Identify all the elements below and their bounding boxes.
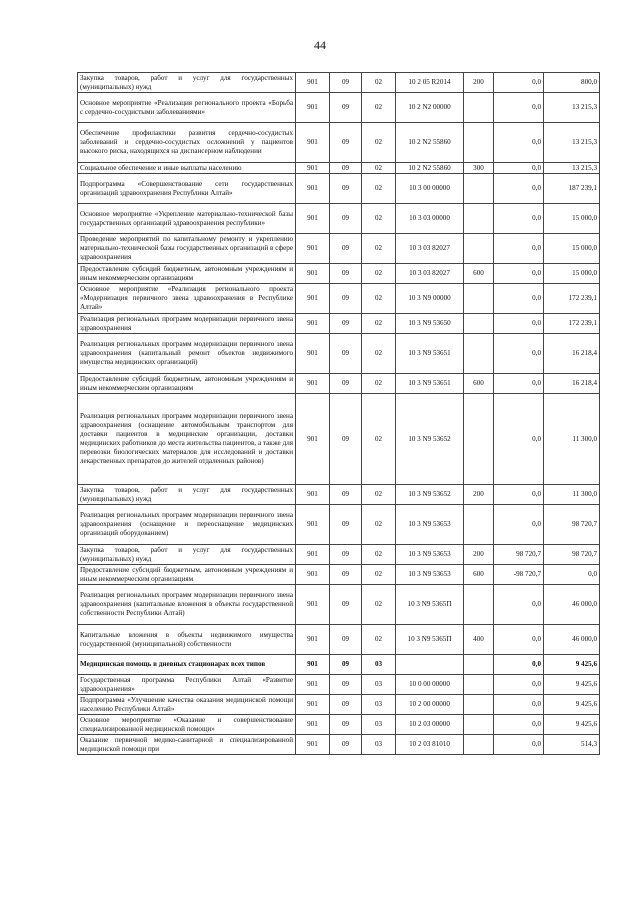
subsection-code-cell: 02 [362,163,396,174]
section-code-cell: 09 [330,264,362,284]
subsection-code-cell: 02 [362,93,396,123]
total-amount-cell: 13 215,3 [544,163,600,174]
ministry-code-cell: 901 [296,234,330,264]
expense-type-cell: 200 [464,545,494,565]
expense-name-cell: Основное мероприятие «Реализация регионального проекта «Борьба с сердечно-сосудистыми заболеваниями» [78,93,296,123]
section-code-cell: 09 [330,735,362,755]
subsection-code-cell: 03 [362,735,396,755]
target-article-cell [396,655,464,675]
ministry-code-cell: 901 [296,93,330,123]
target-article-cell: 10 2 03 81010 [396,735,464,755]
table-row [78,485,600,505]
total-amount-cell: 172 239,1 [544,314,600,334]
budget-table-body [78,73,600,755]
ministry-code-cell: 901 [296,565,330,585]
table-row [78,735,600,755]
ministry-code-cell: 901 [296,284,330,314]
ministry-code-cell: 901 [296,545,330,565]
expense-type-cell [464,314,494,334]
change-amount-cell: 0,0 [494,715,544,735]
total-amount-cell: 11 300,0 [544,394,600,485]
subsection-code-cell: 02 [362,334,396,374]
ministry-code-cell: 901 [296,163,330,174]
expense-name-cell: Медицинская помощь в дневных стационарах всех типов [78,655,296,675]
target-article-cell: 10 2 N2 55860 [396,123,464,163]
table-row [78,715,600,735]
target-article-cell: 10 2 N2 00000 [396,93,464,123]
subsection-code-cell: 02 [362,625,396,655]
expense-type-cell [464,394,494,485]
expense-name-cell: Предоставление субсидий бюджетным, автономным учреждениям и иным некоммерческим организациям [78,565,296,585]
ministry-code-cell: 901 [296,505,330,545]
ministry-code-cell: 901 [296,585,330,625]
table-row [78,565,600,585]
change-amount-cell: 0,0 [494,73,544,93]
subsection-code-cell: 02 [362,174,396,204]
expense-type-cell [464,123,494,163]
target-article-cell: 10 3 N9 53653 [396,545,464,565]
section-code-cell: 09 [330,625,362,655]
expense-type-cell [464,655,494,675]
expense-name-cell: Предоставление субсидий бюджетным, автономным учреждениям и иным некоммерческим организациям [78,264,296,284]
ministry-code-cell: 901 [296,735,330,755]
change-amount-cell: 0,0 [494,334,544,374]
subsection-code-cell: 02 [362,264,396,284]
expense-name-cell: Основное мероприятие «Реализация регионального проекта «Модернизация первичного звена здравоохранения в Республике Алтай» [78,284,296,314]
expense-type-cell: 300 [464,163,494,174]
target-article-cell: 10 2 05 R2014 [396,73,464,93]
change-amount-cell: 0,0 [494,735,544,755]
section-code-cell: 09 [330,284,362,314]
subsection-code-cell: 02 [362,123,396,163]
change-amount-cell: 0,0 [494,284,544,314]
subsection-code-cell: 02 [362,284,396,314]
target-article-cell: 10 3 03 82027 [396,264,464,284]
expense-name-cell: Проведение мероприятий по капитальному ремонту и укреплению материально-технической базы государственных организаций в сфере здравоохранения [78,234,296,264]
expense-type-cell [464,715,494,735]
page-number: 44 [314,38,326,52]
total-amount-cell: 16 218,4 [544,334,600,374]
total-amount-cell: 98 720,7 [544,545,600,565]
expense-type-cell [464,695,494,715]
subsection-code-cell: 02 [362,394,396,485]
table-row [78,394,600,485]
expense-name-cell: Реализация региональных программ модернизации первичного звена здравоохранения [78,314,296,334]
change-amount-cell: 0,0 [494,204,544,234]
subsection-code-cell: 02 [362,374,396,394]
table-row [78,545,600,565]
expense-name-cell: Подпрограмма «Совершенствование сети государственных организаций здравоохранения Республики Алтай» [78,174,296,204]
target-article-cell: 10 2 00 00000 [396,695,464,715]
ministry-code-cell: 901 [296,394,330,485]
expense-type-cell: 600 [464,264,494,284]
section-code-cell: 09 [330,334,362,374]
total-amount-cell: 13 215,3 [544,123,600,163]
target-article-cell: 10 3 N9 00000 [396,284,464,314]
table-row [78,625,600,655]
subsection-code-cell: 02 [362,505,396,545]
ministry-code-cell: 901 [296,625,330,655]
ministry-code-cell: 901 [296,314,330,334]
total-amount-cell: 15 000,0 [544,234,600,264]
change-amount-cell: 0,0 [494,695,544,715]
table-row [78,314,600,334]
total-amount-cell: 11 300,0 [544,485,600,505]
total-amount-cell: 13 215,3 [544,93,600,123]
expense-name-cell: Закупка товаров, работ и услуг для государственных (муниципальных) нужд [78,485,296,505]
section-code-cell: 09 [330,695,362,715]
ministry-code-cell: 901 [296,204,330,234]
ministry-code-cell: 901 [296,485,330,505]
expense-type-cell: 200 [464,485,494,505]
target-article-cell: 10 2 03 00000 [396,715,464,735]
ministry-code-cell: 901 [296,123,330,163]
subsection-code-cell: 02 [362,234,396,264]
target-article-cell: 10 3 N9 53651 [396,334,464,374]
section-code-cell: 09 [330,565,362,585]
section-code-cell: 09 [330,73,362,93]
expense-name-cell: Оказание первичной медико-санитарной и специализированной медицинской помощи при [78,735,296,755]
expense-type-cell [464,234,494,264]
table-row [78,234,600,264]
target-article-cell: 10 3 N9 5365П [396,625,464,655]
change-amount-cell: 0,0 [494,394,544,485]
total-amount-cell: 172 239,1 [544,284,600,314]
subsection-code-cell: 03 [362,675,396,695]
table-row [78,655,600,675]
change-amount-cell: 0,0 [494,585,544,625]
expense-name-cell: Социальное обеспечение и иные выплаты населению [78,163,296,174]
ministry-code-cell: 901 [296,174,330,204]
section-code-cell: 09 [330,174,362,204]
expense-type-cell: 200 [464,73,494,93]
expense-type-cell: 400 [464,625,494,655]
subsection-code-cell: 03 [362,655,396,675]
change-amount-cell: 0,0 [494,374,544,394]
ministry-code-cell: 901 [296,695,330,715]
expense-name-cell: Основное мероприятие «Оказание и совершенствование специализированной медицинской помощи» [78,715,296,735]
section-code-cell: 09 [330,585,362,625]
total-amount-cell: 9 425,6 [544,655,600,675]
expense-type-cell [464,334,494,374]
expense-name-cell: Реализация региональных программ модернизации первичного звена здравоохранения (оснащение и переоснащение медицинских организаций оборудованием) [78,505,296,545]
ministry-code-cell: 901 [296,374,330,394]
ministry-code-cell: 901 [296,715,330,735]
target-article-cell: 10 3 N9 53652 [396,485,464,505]
expense-type-cell: 600 [464,374,494,394]
change-amount-cell: 0,0 [494,485,544,505]
target-article-cell: 10 2 N2 55860 [396,163,464,174]
ministry-code-cell: 901 [296,334,330,374]
section-code-cell: 09 [330,485,362,505]
target-article-cell: 10 3 N9 53653 [396,565,464,585]
expense-name-cell: Закупка товаров, работ и услуг для государственных (муниципальных) нужд [78,73,296,93]
expense-type-cell: 600 [464,565,494,585]
expense-type-cell [464,174,494,204]
subsection-code-cell: 02 [362,73,396,93]
subsection-code-cell: 03 [362,695,396,715]
change-amount-cell: 98 720,7 [494,545,544,565]
expense-type-cell [464,585,494,625]
section-code-cell: 09 [330,374,362,394]
section-code-cell: 09 [330,715,362,735]
change-amount-cell: 0,0 [494,314,544,334]
total-amount-cell: 9 425,6 [544,695,600,715]
change-amount-cell: 0,0 [494,505,544,545]
table-row [78,204,600,234]
total-amount-cell: 9 425,6 [544,675,600,695]
target-article-cell: 10 3 03 00000 [396,204,464,234]
total-amount-cell: 46 000,0 [544,585,600,625]
table-row [78,174,600,204]
section-code-cell: 09 [330,234,362,264]
subsection-code-cell: 03 [362,715,396,735]
subsection-code-cell: 02 [362,204,396,234]
table-row [78,73,600,93]
table-row [78,334,600,374]
change-amount-cell: 0,0 [494,123,544,163]
expense-name-cell: Реализация региональных программ модернизации первичного звена здравоохранения (капитальный ремонт объектов недвижимого имущества медицинских организаций) [78,334,296,374]
total-amount-cell: 16 218,4 [544,374,600,394]
section-code-cell: 09 [330,505,362,545]
expense-name-cell: Обеспечение профилактики развития сердечно-сосудистых заболеваний и сердечно-сосудистых осложнений у пациентов высокого риска, находящихся на диспансерном наблюдении [78,123,296,163]
expense-name-cell: Закупка товаров, работ и услуг для государственных (муниципальных) нужд [78,545,296,565]
section-code-cell: 09 [330,314,362,334]
change-amount-cell: 0,0 [494,675,544,695]
table-row [78,123,600,163]
section-code-cell: 09 [330,163,362,174]
expense-name-cell: Государственная программа Республики Алтай «Развитие здравоохранения» [78,675,296,695]
table-row [78,374,600,394]
change-amount-cell: 0,0 [494,655,544,675]
total-amount-cell: 9 425,6 [544,715,600,735]
total-amount-cell: 0,0 [544,565,600,585]
ministry-code-cell: 901 [296,264,330,284]
table-row [78,695,600,715]
table-row [78,264,600,284]
table-row [78,675,600,695]
change-amount-cell: 0,0 [494,234,544,264]
change-amount-cell: 0,0 [494,93,544,123]
section-code-cell: 09 [330,655,362,675]
total-amount-cell: 800,0 [544,73,600,93]
expense-type-cell [464,505,494,545]
target-article-cell: 10 3 N9 53650 [396,314,464,334]
target-article-cell: 10 3 N9 5365П [396,585,464,625]
expense-type-cell [464,284,494,314]
expense-name-cell: Реализация региональных программ модернизации первичного звена здравоохранения (капитальные вложения в объекты государственной собственности Республики Алтай) [78,585,296,625]
expense-type-cell [464,93,494,123]
table-row [78,505,600,545]
change-amount-cell: 0,0 [494,625,544,655]
target-article-cell: 10 3 N9 53652 [396,394,464,485]
change-amount-cell: 0,0 [494,174,544,204]
total-amount-cell: 514,3 [544,735,600,755]
target-article-cell: 10 3 03 82027 [396,234,464,264]
table-row [78,163,600,174]
ministry-code-cell: 901 [296,675,330,695]
section-code-cell: 09 [330,545,362,565]
budget-table [77,72,600,755]
expense-name-cell: Основное мероприятие «Укрепление материально-технической базы государственных организаций здравоохранения республики» [78,204,296,234]
table-row [78,93,600,123]
change-amount-cell: 0,0 [494,264,544,284]
total-amount-cell: 15 000,0 [544,264,600,284]
expense-type-cell [464,735,494,755]
expense-name-cell: Подпрограмма «Улучшение качества оказания медицинской помощи населению Республики Алтай» [78,695,296,715]
section-code-cell: 09 [330,93,362,123]
total-amount-cell: 46 000,0 [544,625,600,655]
subsection-code-cell: 02 [362,545,396,565]
target-article-cell: 10 3 00 00000 [396,174,464,204]
change-amount-cell: 0,0 [494,163,544,174]
subsection-code-cell: 02 [362,565,396,585]
expense-name-cell: Реализация региональных программ модернизации первичного звена здравоохранения (оснащение автомобильным транспортом для доставки пациентов в медицинские организации, доставки медицинских работников до места жительства пациентов, а также для перевозки биологических материалов для исследований и доставки лекарственных препаратов до жителей отдаленных районов) [78,394,296,485]
subsection-code-cell: 02 [362,485,396,505]
section-code-cell: 09 [330,204,362,234]
target-article-cell: 10 3 N9 53653 [396,505,464,545]
total-amount-cell: 15 000,0 [544,204,600,234]
change-amount-cell: -98 720,7 [494,565,544,585]
subsection-code-cell: 02 [362,314,396,334]
table-row [78,585,600,625]
expense-name-cell: Предоставление субсидий бюджетным, автономным учреждениям и иным некоммерческим организациям [78,374,296,394]
section-code-cell: 09 [330,394,362,485]
ministry-code-cell: 901 [296,73,330,93]
ministry-code-cell: 901 [296,655,330,675]
total-amount-cell: 187 239,1 [544,174,600,204]
target-article-cell: 10 0 00 00000 [396,675,464,695]
expense-name-cell: Капитальные вложения в объекты недвижимого имущества государственной (муниципальной) собственности [78,625,296,655]
table-row [78,284,600,314]
expense-type-cell [464,675,494,695]
subsection-code-cell: 02 [362,585,396,625]
expense-type-cell [464,204,494,234]
section-code-cell: 09 [330,675,362,695]
target-article-cell: 10 3 N9 53651 [396,374,464,394]
section-code-cell: 09 [330,123,362,163]
total-amount-cell: 98 720,7 [544,505,600,545]
